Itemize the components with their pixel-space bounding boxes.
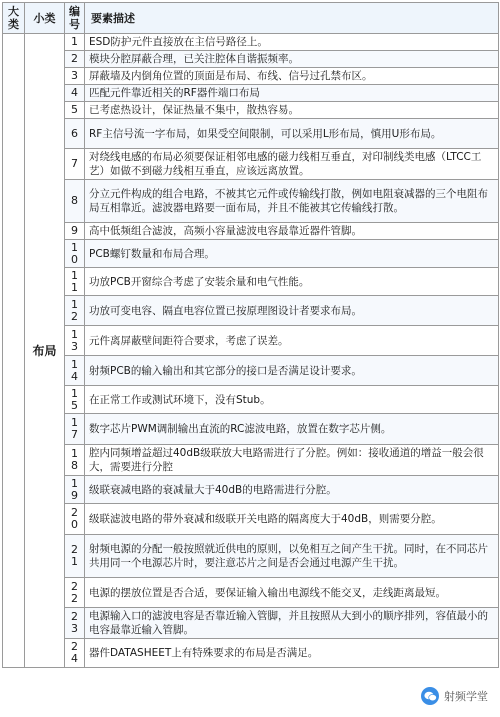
- subcategory-cell: 布局: [25, 34, 65, 668]
- row-description: 匹配元件靠近相关的RF器件端口布局: [85, 85, 499, 102]
- row-number: 22: [65, 578, 85, 608]
- table-row: [3, 326, 499, 356]
- row-number: 24: [65, 639, 85, 668]
- row-number: 5: [65, 102, 85, 119]
- table-row: [3, 356, 499, 386]
- row-description: 数字芯片PWM调制输出直流的RC滤波电路，放置在数字芯片侧。: [85, 414, 499, 445]
- row-description: 电源输入口的滤波电容是否靠近输入管脚，并且按照从大到小的顺序排列，容值最小的电容最靠近输入管脚。: [85, 608, 499, 639]
- row-number: 18: [65, 445, 85, 476]
- table-row: [3, 223, 499, 240]
- table-row: [3, 268, 499, 296]
- table-row: [3, 119, 499, 149]
- table-row: [3, 102, 499, 119]
- table-row: [3, 149, 499, 180]
- row-number: 21: [65, 535, 85, 578]
- table-row: [3, 240, 499, 268]
- header-category: 大类: [3, 3, 25, 34]
- row-description: 已考虑热设计，保证热量不集中，散热容易。: [85, 102, 499, 119]
- row-description: 对绕线电感的布局必须要保证相邻电感的磁力线相互垂直，对印制线类电感（LTCC工艺）如做不到磁力线相互垂直，应该远离放置。: [85, 149, 499, 180]
- table-row: [3, 414, 499, 445]
- table-row: [3, 296, 499, 326]
- row-description: 功放可变电容、隔直电容位置已按原理图设计者要求布局。: [85, 296, 499, 326]
- row-number: 12: [65, 296, 85, 326]
- row-number: 9: [65, 223, 85, 240]
- row-description: 电源的摆放位置是否合适，要保证输入输出电源线不能交叉，走线距离最短。: [85, 578, 499, 608]
- row-description: 在正常工作或测试环境下，没有Stub。: [85, 386, 499, 414]
- row-number: 15: [65, 386, 85, 414]
- row-description: 腔内同频增益超过40dB级联放大电路需进行了分腔。例如：接收通道的增益一般会很大，需要进行分腔: [85, 445, 499, 476]
- table-row: [3, 51, 499, 68]
- row-number: 7: [65, 149, 85, 180]
- table-row: [3, 504, 499, 535]
- row-number: 10: [65, 240, 85, 268]
- row-description: 级联滤波电路的带外衰减和级联开关电路的隔离度大于40dB，则需要分腔。: [85, 504, 499, 535]
- row-description: 分立元件构成的组合电路，不被其它元件或传输线打散，例如电阻衰减器的三个电阻布局互相靠近。滤波器电路要一面布局，并且不能被其它传输线打散。: [85, 180, 499, 223]
- row-description: 屏蔽墙及内倒角位置的顶面是布局、布线、信号过孔禁布区。: [85, 68, 499, 85]
- row-number: 14: [65, 356, 85, 386]
- watermark: [417, 685, 492, 707]
- requirements-table: [2, 2, 499, 668]
- row-description: 级联衰减电路的衰减量大于40dB的电路需进行分腔。: [85, 476, 499, 504]
- row-description: 射频PCB的输入输出和其它部分的接口是否满足设计要求。: [85, 356, 499, 386]
- row-number: 19: [65, 476, 85, 504]
- table-body: [3, 34, 499, 668]
- row-description: ESD防护元件直接放在主信号路径上。: [85, 34, 499, 51]
- row-description: 模块分腔屏蔽合理，已关注腔体自谐振频率。: [85, 51, 499, 68]
- row-number: 6: [65, 119, 85, 149]
- row-description: 高中低频组合滤波，高频小容量滤波电容最靠近器件管脚。: [85, 223, 499, 240]
- row-description: 射频电源的分配一般按照就近供电的原则，以免相互之间产生干扰。同时，在不同芯片共用同一个电源芯片时，要注意芯片之间是否会通过电源产生干扰。: [85, 535, 499, 578]
- header-subcategory: 小类: [25, 3, 65, 34]
- row-number: 3: [65, 68, 85, 85]
- row-number: 8: [65, 180, 85, 223]
- row-description: RF主信号流一字布局，如果受空间限制，可以采用L形布局，慎用U形布局。: [85, 119, 499, 149]
- row-number: 1: [65, 34, 85, 51]
- table-row: [3, 535, 499, 578]
- row-number: 17: [65, 414, 85, 445]
- row-number: 11: [65, 268, 85, 296]
- table-row: [3, 386, 499, 414]
- row-number: 20: [65, 504, 85, 535]
- row-number: 23: [65, 608, 85, 639]
- row-number: 4: [65, 85, 85, 102]
- watermark-text: 射频学堂: [444, 690, 488, 703]
- row-description: PCB螺钉数量和布局合理。: [85, 240, 499, 268]
- row-description: 器件DATASHEET上有特殊要求的布局是否满足。: [85, 639, 499, 668]
- wechat-icon: [421, 687, 439, 705]
- row-description: 功放PCB开窗综合考虑了安装余量和电气性能。: [85, 268, 499, 296]
- table-row: [3, 608, 499, 639]
- header-row: [3, 3, 499, 34]
- row-number: 13: [65, 326, 85, 356]
- category-cell: [3, 34, 25, 668]
- table-row: [3, 180, 499, 223]
- table-row: [3, 578, 499, 608]
- table-row: [3, 445, 499, 476]
- row-description: 元件离屏蔽壁间距符合要求，考虑了误差。: [85, 326, 499, 356]
- table-row: [3, 85, 499, 102]
- table-row: [3, 34, 499, 51]
- header-description: 要素描述: [85, 3, 499, 34]
- table-row: [3, 476, 499, 504]
- header-number: 编号: [65, 3, 85, 34]
- row-number: 2: [65, 51, 85, 68]
- table-row: [3, 639, 499, 668]
- table-row: [3, 68, 499, 85]
